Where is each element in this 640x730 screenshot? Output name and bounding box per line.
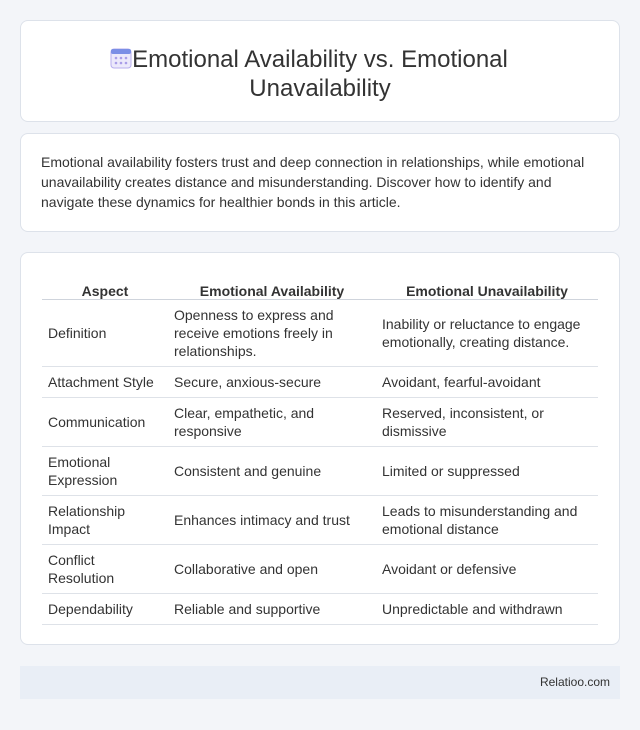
table-cell: Clear, empathetic, and responsive [168,397,376,446]
footer-site-link[interactable]: Relatioo.com [539,675,610,689]
comparison-table [42,275,598,625]
table-cell: Conflict Resolution [42,544,168,593]
title-card [20,20,620,122]
table-cell: Secure, anxious-secure [168,366,376,397]
table-cell: Definition [42,299,168,366]
table-cell: Limited or suppressed [376,446,598,495]
table-cell: Avoidant or defensive [376,544,598,593]
column-header: Emotional Unavailability [376,275,598,299]
table-row [42,299,598,366]
page-title: Emotional Availability vs. Emotional Unavailability [132,46,508,102]
table-cell: Avoidant, fearful-avoidant [376,366,598,397]
table-cell: Attachment Style [42,366,168,397]
column-header: Aspect [42,275,168,299]
table-cell: Consistent and genuine [168,446,376,495]
table-cell: Emotional Expression [42,446,168,495]
intro-paragraph: Emotional availability fosters trust and deep connection in relationships, while emotional unavailability creates distance and misunderstanding. Discover how to identify and navigate these dynamics for healthier bonds in this article. [41,154,585,210]
table-row [42,397,598,446]
table-cell: Leads to misunderstanding and emotional distance [376,495,598,544]
table-cell: Unpredictable and withdrawn [376,593,598,624]
column-header: Emotional Availability [168,275,376,299]
table-row [42,446,598,495]
table-cell: Inability or reluctance to engage emotionally, creating distance. [376,299,598,366]
table-cell: Communication [42,397,168,446]
table-cell: Reserved, inconsistent, or dismissive [376,397,598,446]
table-cell: Openness to express and receive emotions freely in relationships. [168,299,376,366]
table-cell: Dependability [42,593,168,624]
table-row [42,495,598,544]
comparison-table-card [20,252,620,645]
table-cell: Collaborative and open [168,544,376,593]
intro-card [20,133,620,232]
table-cell: Reliable and supportive [168,593,376,624]
table-row [42,366,598,397]
footer [20,666,620,699]
table-row [42,593,598,624]
table-header-row [42,275,598,299]
table-cell: Relationship Impact [42,495,168,544]
table-cell: Enhances intimacy and trust [168,495,376,544]
table-row [42,544,598,593]
